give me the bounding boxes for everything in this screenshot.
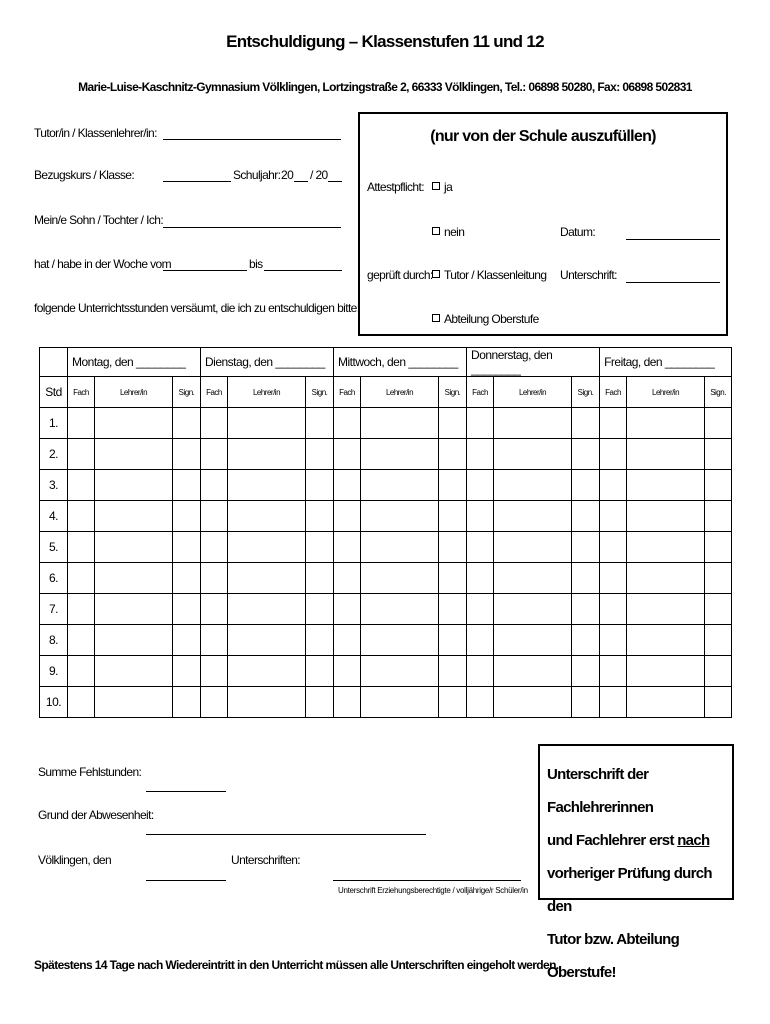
fach-cell[interactable] [334,439,361,470]
tutor-option-label: Tutor / Klassenleitung [444,268,547,282]
lesson-number: 4. [40,501,68,532]
lehrer-cell[interactable] [361,687,439,718]
sign-cell[interactable] [572,501,600,532]
tutor-note-line2-text: und Fachlehrer erst [547,832,678,849]
oberstufe-checkbox[interactable] [432,314,440,322]
lehrer-cell[interactable] [95,625,173,656]
lehrer-cell[interactable] [228,687,306,718]
reason-label: Grund der Abwesenheit: [38,808,154,822]
fach-cell[interactable] [68,439,95,470]
lehrer-cell[interactable] [494,532,572,563]
sign-header: Sign. [439,377,467,408]
lesson-number: 10. [40,687,68,718]
sign-cell[interactable] [173,408,201,439]
lehrer-cell[interactable] [627,532,705,563]
fach-cell[interactable] [201,687,228,718]
lehrer-cell[interactable] [627,563,705,594]
lesson-number: 2. [40,439,68,470]
lehrer-cell[interactable] [494,687,572,718]
fach-cell[interactable] [201,532,228,563]
fach-cell[interactable] [201,594,228,625]
sign-cell[interactable] [439,687,467,718]
fach-header: Fach [600,377,627,408]
tutor-note-line3: vorheriger Prüfung durch den [547,865,712,915]
fach-cell[interactable] [68,687,95,718]
sum-hours-label: Summe Fehlstunden: [38,765,142,779]
sign-cell[interactable] [705,625,732,656]
school-box-title: (nur von der Schule auszufüllen) [430,128,656,145]
sign-cell[interactable] [173,687,201,718]
sign-cell[interactable] [572,532,600,563]
table-row [40,501,732,532]
fach-cell[interactable] [600,408,627,439]
table-row [40,563,732,594]
lehrer-cell[interactable] [627,687,705,718]
fach-cell[interactable] [467,532,494,563]
fach-header: Fach [68,377,95,408]
sign-cell[interactable] [439,563,467,594]
sign-cell[interactable] [572,470,600,501]
sign-cell[interactable] [572,594,600,625]
std-header: Std [40,377,68,408]
lesson-number: 7. [40,594,68,625]
lehrer-cell[interactable] [361,656,439,687]
fach-cell[interactable] [68,408,95,439]
fach-cell[interactable] [201,470,228,501]
lehrer-cell[interactable] [228,563,306,594]
fach-cell[interactable] [600,439,627,470]
sign-cell[interactable] [173,501,201,532]
fach-cell[interactable] [467,408,494,439]
lehrer-cell[interactable] [627,656,705,687]
sign-cell[interactable] [572,625,600,656]
sign-cell[interactable] [439,501,467,532]
signature-label: Unterschrift: [560,268,617,282]
signatures-label: Unterschriften: [231,853,301,867]
fach-cell[interactable] [201,656,228,687]
signature-caption: Unterschrift Erziehungsberechtigte / volljährige/r Schüler/in [338,886,528,895]
lehrer-cell[interactable] [494,656,572,687]
course-label: Bezugskurs / Klasse: [34,168,135,182]
fach-cell[interactable] [467,656,494,687]
lesson-number: 6. [40,563,68,594]
tutor-label: Tutor/in / Klassenlehrer/in: [34,126,157,140]
sign-cell[interactable] [572,656,600,687]
tutor-checkbox[interactable] [432,270,440,278]
sign-cell[interactable] [439,408,467,439]
sign-cell[interactable] [439,625,467,656]
sign-cell[interactable] [173,625,201,656]
fach-cell[interactable] [201,408,228,439]
table-row [40,439,732,470]
reason-field[interactable] [146,834,426,835]
lehrer-header: Lehrer/in [494,377,572,408]
school-use-box [358,112,728,336]
lehrer-cell[interactable] [95,501,173,532]
attest-yes-option[interactable] [432,180,452,194]
lesson-number: 9. [40,656,68,687]
date-label: Datum: [560,225,596,239]
lehrer-cell[interactable] [95,470,173,501]
oberstufe-label: Abteilung Oberstufe [444,312,539,326]
lesson-number: 8. [40,625,68,656]
table-row [40,594,732,625]
sign-cell[interactable] [306,501,334,532]
sign-cell[interactable] [173,439,201,470]
schoolyear-label: Schuljahr: [233,168,281,182]
fach-cell[interactable] [467,687,494,718]
sign-cell[interactable] [705,532,732,563]
sign-cell[interactable] [173,470,201,501]
sign-cell[interactable] [705,501,732,532]
lehrer-cell[interactable] [627,439,705,470]
fach-cell[interactable] [334,563,361,594]
sign-cell[interactable] [572,408,600,439]
fach-cell[interactable] [201,563,228,594]
sign-cell[interactable] [705,687,732,718]
date-signed-field[interactable] [146,880,226,881]
corner-cell [40,348,68,377]
sign-cell[interactable] [173,656,201,687]
tutor-note-emphasis: nach [677,832,710,849]
tutor-option[interactable] [432,268,546,282]
lehrer-cell[interactable] [228,501,306,532]
lehrer-cell[interactable] [95,563,173,594]
week-to-field[interactable] [264,270,342,271]
sign-cell[interactable] [306,656,334,687]
lehrer-header: Lehrer/in [228,377,306,408]
lehrer-header: Lehrer/in [627,377,705,408]
day-header-tuesday: Dienstag, den ________ [201,348,334,377]
sign-cell[interactable] [439,470,467,501]
fach-cell[interactable] [334,408,361,439]
lehrer-cell[interactable] [95,408,173,439]
fach-cell[interactable] [600,501,627,532]
parent-signature-field[interactable] [333,880,521,881]
checked-by-label: geprüft durch: [367,268,433,282]
lehrer-cell[interactable] [95,594,173,625]
sign-cell[interactable] [439,439,467,470]
sign-cell[interactable] [705,408,732,439]
school-address: Marie-Luise-Kaschnitz-Gymnasium Völklingen, Lortzingstraße 2, 66333 Völklingen, Tel.: 06898 50280, Fax: 06898 502831 [78,80,692,94]
signature-field[interactable] [626,282,720,283]
fach-header: Fach [201,377,228,408]
table-row [40,532,732,563]
sign-cell[interactable] [439,656,467,687]
sign-cell[interactable] [306,470,334,501]
tutor-note-line1: Unterschrift der Fachlehrerinnen [547,766,654,816]
fach-cell[interactable] [334,625,361,656]
lehrer-cell[interactable] [361,532,439,563]
fach-cell[interactable] [334,687,361,718]
fach-cell[interactable] [201,625,228,656]
fach-cell[interactable] [201,439,228,470]
table-row [40,687,732,718]
fach-header: Fach [334,377,361,408]
fach-cell[interactable] [600,625,627,656]
fach-cell[interactable] [68,532,95,563]
column-header-row [40,377,732,408]
fach-cell[interactable] [600,532,627,563]
lehrer-cell[interactable] [361,470,439,501]
lehrer-cell[interactable] [361,408,439,439]
table-row [40,408,732,439]
lehrer-cell[interactable] [95,656,173,687]
schoolyear-start-field[interactable] [294,181,308,182]
fach-cell[interactable] [334,656,361,687]
place-date-label: Völklingen, den [38,853,112,867]
sign-header: Sign. [572,377,600,408]
fach-cell[interactable] [68,501,95,532]
sign-header: Sign. [173,377,201,408]
fach-cell[interactable] [467,501,494,532]
lehrer-cell[interactable] [361,439,439,470]
yes-label: ja [444,180,453,194]
day-header-friday: Freitag, den ________ [600,348,732,377]
lehrer-cell[interactable] [228,625,306,656]
no-checkbox[interactable] [432,227,440,235]
lehrer-cell[interactable] [494,439,572,470]
fach-cell[interactable] [334,501,361,532]
sign-cell[interactable] [439,594,467,625]
sign-cell[interactable] [705,439,732,470]
missed-lessons-label: folgende Unterrichtsstunden versäumt, die ich zu entschuldigen bitte: [34,301,360,315]
fach-header: Fach [467,377,494,408]
lehrer-cell[interactable] [228,439,306,470]
lesson-number: 3. [40,470,68,501]
week-label: hat / habe in der Woche vom [34,257,171,271]
lehrer-cell[interactable] [627,501,705,532]
sign-cell[interactable] [173,594,201,625]
sign-cell[interactable] [306,439,334,470]
page-title: Entschuldigung – Klassenstufen 11 und 12 [226,32,544,51]
fach-cell[interactable] [467,594,494,625]
fach-cell[interactable] [467,470,494,501]
sign-header: Sign. [306,377,334,408]
fach-cell[interactable] [467,625,494,656]
lehrer-cell[interactable] [494,625,572,656]
fach-cell[interactable] [467,439,494,470]
lehrer-cell[interactable] [494,408,572,439]
fach-cell[interactable] [334,532,361,563]
lehrer-header: Lehrer/in [95,377,173,408]
day-header-thursday: Donnerstag, den ________ [467,348,600,377]
sign-cell[interactable] [705,470,732,501]
lehrer-cell[interactable] [494,563,572,594]
lehrer-cell[interactable] [95,687,173,718]
sum-hours-field[interactable] [146,791,226,792]
fach-cell[interactable] [68,625,95,656]
fach-cell[interactable] [334,594,361,625]
attest-label: Attestpflicht: [367,180,424,194]
sign-cell[interactable] [306,594,334,625]
lehrer-cell[interactable] [228,594,306,625]
lesson-number: 5. [40,532,68,563]
absence-table [39,347,732,718]
lehrer-cell[interactable] [627,625,705,656]
week-bis-label: bis [249,257,263,271]
sign-cell[interactable] [306,532,334,563]
lehrer-cell[interactable] [627,594,705,625]
lehrer-cell[interactable] [361,563,439,594]
sign-cell[interactable] [572,563,600,594]
sign-cell[interactable] [572,439,600,470]
attest-no-option[interactable] [432,225,464,239]
lehrer-cell[interactable] [494,501,572,532]
fach-cell[interactable] [334,470,361,501]
sign-cell[interactable] [572,687,600,718]
fach-cell[interactable] [600,563,627,594]
sign-cell[interactable] [306,625,334,656]
lehrer-cell[interactable] [228,656,306,687]
lehrer-cell[interactable] [228,470,306,501]
fach-cell[interactable] [68,656,95,687]
lehrer-cell[interactable] [228,532,306,563]
lesson-number: 1. [40,408,68,439]
sign-cell[interactable] [705,594,732,625]
lehrer-cell[interactable] [95,532,173,563]
child-label: Mein/e Sohn / Tochter / Ich: [34,213,164,227]
lehrer-cell[interactable] [627,408,705,439]
table-row [40,625,732,656]
fach-cell[interactable] [68,563,95,594]
fach-cell[interactable] [68,594,95,625]
lehrer-cell[interactable] [228,408,306,439]
tutor-note-box [538,744,734,981]
lehrer-cell[interactable] [361,594,439,625]
yes-checkbox[interactable] [432,182,440,190]
lehrer-header: Lehrer/in [361,377,439,408]
table-row [40,656,732,687]
deadline-note: Spätestens 14 Tage nach Wiedereintritt in den Unterricht müssen alle Unterschriften eingeholt werden. [34,958,559,972]
lehrer-cell[interactable] [494,594,572,625]
sign-cell[interactable] [705,563,732,594]
fach-cell[interactable] [467,563,494,594]
sign-cell[interactable] [439,532,467,563]
sign-cell[interactable] [306,563,334,594]
lehrer-cell[interactable] [627,470,705,501]
fach-cell[interactable] [201,501,228,532]
schoolyear-end-field[interactable] [328,181,342,182]
tutor-note-line4: Tutor bzw. Abteilung Oberstufe! [547,931,680,981]
child-field[interactable] [163,227,341,228]
sign-cell[interactable] [306,408,334,439]
no-label: nein [444,225,465,239]
lehrer-cell[interactable] [361,625,439,656]
fach-cell[interactable] [600,594,627,625]
sign-cell[interactable] [173,563,201,594]
fach-cell[interactable] [600,470,627,501]
lehrer-cell[interactable] [95,439,173,470]
sign-cell[interactable] [173,532,201,563]
sign-header: Sign. [705,377,732,408]
fach-cell[interactable] [68,470,95,501]
oberstufe-option[interactable] [432,312,539,326]
day-header-row [40,348,732,377]
day-header-wednesday: Mittwoch, den ________ [334,348,467,377]
date-field[interactable] [626,239,720,240]
day-header-monday: Montag, den ________ [68,348,201,377]
fach-cell[interactable] [600,656,627,687]
table-row [40,470,732,501]
schoolyear-sep: / 20 [310,168,328,182]
tutor-note-line2 [547,824,726,857]
schoolyear-prefix: 20 [281,168,294,182]
lehrer-cell[interactable] [494,470,572,501]
tutor-field[interactable] [163,139,341,140]
fach-cell[interactable] [600,687,627,718]
course-field[interactable] [163,181,231,182]
lehrer-cell[interactable] [361,501,439,532]
sign-cell[interactable] [306,687,334,718]
sign-cell[interactable] [705,656,732,687]
week-from-field[interactable] [163,270,247,271]
